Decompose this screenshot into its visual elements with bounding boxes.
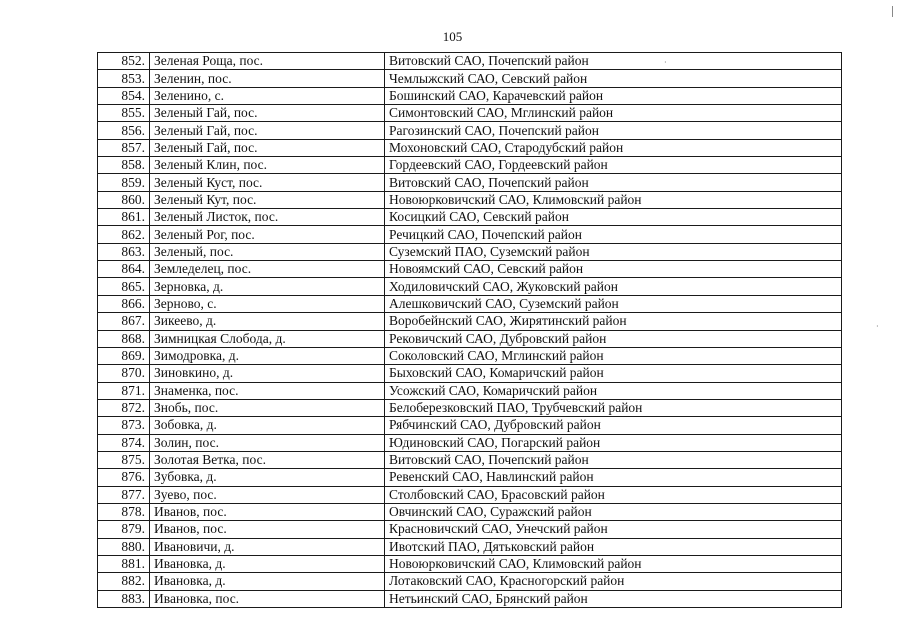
administration-cell: Рябчинский САО, Дубровский район [385,417,842,434]
row-number-cell: 879. [98,521,150,538]
table-row [98,382,842,399]
table-row [98,399,842,416]
row-number-cell: 853. [98,70,150,87]
administration-cell: Ревенский САО, Навлинский район [385,469,842,486]
administration-cell: Рековичский САО, Дубровский район [385,330,842,347]
table-row [98,105,842,122]
table-row [98,226,842,243]
administration-cell: Овчинский САО, Суражский район [385,503,842,520]
settlement-name-cell: Зубовка, д. [150,469,385,486]
table-row [98,521,842,538]
settlement-name-cell: Зерновка, д. [150,278,385,295]
settlement-name-cell: Золотая Ветка, пос. [150,451,385,468]
administration-cell: Косицкий САО, Севский район [385,209,842,226]
settlement-name-cell: Зеленая Роща, пос. [150,53,385,70]
settlement-name-cell: Зеленино, с. [150,87,385,104]
administration-cell: Белоберезковский ПАО, Трубчевский район [385,399,842,416]
settlement-name-cell: Зеленый Гай, пос. [150,105,385,122]
settlement-name-cell: Иванов, пос. [150,503,385,520]
row-number-cell: 859. [98,174,150,191]
row-number-cell: 883. [98,590,150,607]
table-row [98,261,842,278]
table-row [98,209,842,226]
table-row [98,70,842,87]
administration-cell: Суземский ПАО, Суземский район [385,243,842,260]
table-row [98,174,842,191]
table-row [98,347,842,364]
table-row [98,486,842,503]
table-row [98,295,842,312]
row-number-cell: 881. [98,555,150,572]
settlement-name-cell: Зиновкино, д. [150,365,385,382]
row-number-cell: 854. [98,87,150,104]
settlement-name-cell: Ивановичи, д. [150,538,385,555]
row-number-cell: 867. [98,313,150,330]
table-row [98,139,842,156]
table-row [98,122,842,139]
row-number-cell: 858. [98,157,150,174]
administration-cell: Воробейнский САО, Жирятинский район [385,313,842,330]
row-number-cell: 882. [98,573,150,590]
table-row [98,365,842,382]
row-number-cell: 872. [98,399,150,416]
scan-speck: · [664,58,667,67]
table-row [98,53,842,70]
administration-cell: Красновичский САО, Унечский район [385,521,842,538]
row-number-cell: 873. [98,417,150,434]
settlement-name-cell: Зеленый Куст, пос. [150,174,385,191]
settlement-name-cell: Зуево, пос. [150,486,385,503]
table-row [98,503,842,520]
table-row [98,469,842,486]
administration-cell: Витовский САО, Почепский район [385,451,842,468]
settlement-name-cell: Золин, пос. [150,434,385,451]
settlement-name-cell: Зеленый Кут, пос. [150,191,385,208]
settlement-name-cell: Зеленый, пос. [150,243,385,260]
settlements-table-body [98,53,842,608]
row-number-cell: 871. [98,382,150,399]
administration-cell: Юдиновский САО, Погарский район [385,434,842,451]
settlement-name-cell: Зерново, с. [150,295,385,312]
row-number-cell: 866. [98,295,150,312]
administration-cell: Речицкий САО, Почепский район [385,226,842,243]
table-row [98,573,842,590]
settlement-name-cell: Зеленый Клин, пос. [150,157,385,174]
settlement-name-cell: Ивановка, д. [150,573,385,590]
administration-cell: Соколовский САО, Мглинский район [385,347,842,364]
table-row [98,417,842,434]
row-number-cell: 878. [98,503,150,520]
row-number-cell: 869. [98,347,150,364]
row-number-cell: 860. [98,191,150,208]
row-number-cell: 857. [98,139,150,156]
row-number-cell: 877. [98,486,150,503]
table-row [98,157,842,174]
table-row [98,434,842,451]
administration-cell: Новоюрковичский САО, Климовский район [385,191,842,208]
administration-cell: Гордеевский САО, Гордеевский район [385,157,842,174]
table-row [98,87,842,104]
row-number-cell: 864. [98,261,150,278]
settlement-name-cell: Зеленый Листок, пос. [150,209,385,226]
row-number-cell: 861. [98,209,150,226]
settlement-name-cell: Знаменка, пос. [150,382,385,399]
administration-cell: Рагозинский САО, Почепский район [385,122,842,139]
settlement-name-cell: Знобь, пос. [150,399,385,416]
settlement-name-cell: Зобовка, д. [150,417,385,434]
settlement-name-cell: Зеленый Рог, пос. [150,226,385,243]
table-row [98,555,842,572]
row-number-cell: 856. [98,122,150,139]
settlement-name-cell: Ивановка, пос. [150,590,385,607]
scan-speck: · [876,322,879,331]
row-number-cell: 874. [98,434,150,451]
row-number-cell: 870. [98,365,150,382]
row-number-cell: 880. [98,538,150,555]
administration-cell: Усожский САО, Комаричский район [385,382,842,399]
administration-cell: Симонтовский САО, Мглинский район [385,105,842,122]
administration-cell: Быховский САО, Комаричский район [385,365,842,382]
administration-cell: Столбовский САО, Брасовский район [385,486,842,503]
table-row [98,590,842,607]
administration-cell: Мохоновский САО, Стародубский район [385,139,842,156]
table-row [98,538,842,555]
administration-cell: Нетьинский САО, Брянский район [385,590,842,607]
administration-cell: Витовский САО, Почепский район [385,53,842,70]
settlement-name-cell: Зеленый Гай, пос. [150,122,385,139]
settlement-name-cell: Зеленин, пос. [150,70,385,87]
administration-cell: Новоямский САО, Севский район [385,261,842,278]
table-row [98,313,842,330]
table-row [98,243,842,260]
settlement-name-cell: Зеленый Гай, пос. [150,139,385,156]
row-number-cell: 868. [98,330,150,347]
page-number: 105 [442,29,463,44]
administration-cell: Чемлыжский САО, Севский район [385,70,842,87]
administration-cell: Ивотский ПАО, Дятьковский район [385,538,842,555]
settlement-name-cell: Иванов, пос. [150,521,385,538]
administration-cell: Бошинский САО, Карачевский район [385,87,842,104]
table-row [98,451,842,468]
row-number-cell: 865. [98,278,150,295]
scan-margin-mark [892,6,893,17]
administration-cell: Алешковичский САО, Суземский район [385,295,842,312]
administration-cell: Лотаковский САО, Красногорский район [385,573,842,590]
settlement-name-cell: Земледелец, пос. [150,261,385,278]
settlement-name-cell: Зикеево, д. [150,313,385,330]
settlement-name-cell: Ивановка, д. [150,555,385,572]
table-row [98,330,842,347]
administration-cell: Новоюрковичский САО, Климовский район [385,555,842,572]
administration-cell: Ходиловичский САО, Жуковский район [385,278,842,295]
row-number-cell: 876. [98,469,150,486]
row-number-cell: 852. [98,53,150,70]
row-number-cell: 862. [98,226,150,243]
administration-cell: Витовский САО, Почепский район [385,174,842,191]
settlements-table [97,52,842,608]
table-row [98,278,842,295]
table-row [98,191,842,208]
settlement-name-cell: Зимницкая Слобода, д. [150,330,385,347]
settlement-name-cell: Зимодровка, д. [150,347,385,364]
row-number-cell: 863. [98,243,150,260]
row-number-cell: 855. [98,105,150,122]
row-number-cell: 875. [98,451,150,468]
